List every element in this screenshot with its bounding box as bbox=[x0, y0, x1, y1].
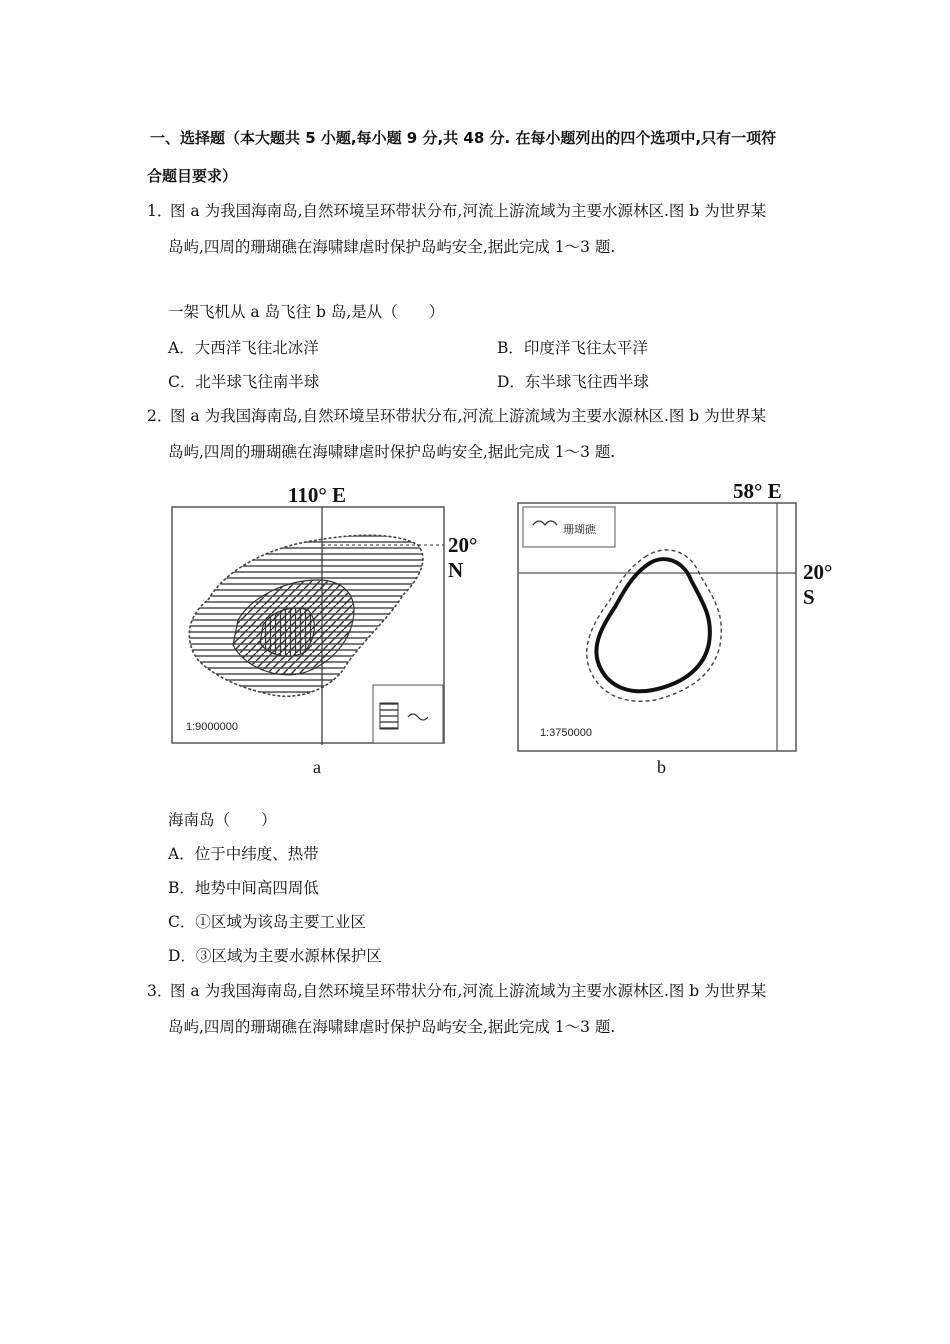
q2-number: 2． bbox=[147, 407, 173, 425]
q1-option-c: C．北半球飞往南半球 bbox=[168, 373, 320, 391]
map-b-figure bbox=[515, 479, 845, 785]
map-b-legend-label: 珊瑚礁 bbox=[563, 524, 596, 536]
q2-option-a: A．位于中纬度、热带 bbox=[168, 845, 319, 863]
q1-number: 1． bbox=[147, 202, 173, 220]
section-heading-line2: 合题目要求） bbox=[147, 167, 238, 185]
q1-option-d: D．东半球飞往西半球 bbox=[497, 373, 649, 391]
map-a-scale: 1:9000000 bbox=[186, 721, 238, 733]
q1-question: 一架飞机从 a 岛飞往 b 岛,是从（ ） bbox=[168, 303, 445, 321]
map-a-longitude-label: 110° E bbox=[288, 483, 346, 507]
map-b-longitude-label: 58° E bbox=[733, 479, 782, 503]
map-a-figure bbox=[168, 483, 478, 785]
q3-number: 3． bbox=[147, 982, 173, 1000]
q3-stem-line1: 图 a 为我国海南岛,自然环境呈环带状分布,河流上游流域为主要水源林区.图 b 为世界某 bbox=[170, 982, 767, 1000]
map-b-scale: 1:3750000 bbox=[540, 727, 592, 739]
q3-stem-line2: 岛屿,四周的珊瑚礁在海啸肆虐时保护岛屿安全,据此完成 1～3 题. bbox=[168, 1018, 616, 1036]
q2-stem-line2: 岛屿,四周的珊瑚礁在海啸肆虐时保护岛屿安全,据此完成 1～3 题. bbox=[168, 443, 616, 461]
q1-option-b: B．印度洋飞往太平洋 bbox=[497, 339, 648, 357]
map-b-caption: b bbox=[657, 757, 666, 777]
q1-option-a: A．大西洋飞往北冰洋 bbox=[168, 339, 319, 357]
map-a-latitude-label: 20° N bbox=[448, 533, 478, 582]
q1-stem-line1: 图 a 为我国海南岛,自然环境呈环带状分布,河流上游流域为主要水源林区.图 b 为世界某 bbox=[170, 202, 767, 220]
q2-option-d: D．③区域为主要水源林保护区 bbox=[168, 947, 382, 965]
q2-question: 海南岛（ ） bbox=[168, 811, 277, 829]
q2-stem-line1: 图 a 为我国海南岛,自然环境呈环带状分布,河流上游流域为主要水源林区.图 b 为世界某 bbox=[170, 407, 767, 425]
q2-option-b: B．地势中间高四周低 bbox=[168, 879, 319, 897]
map-a-caption: a bbox=[313, 757, 321, 777]
q2-option-c: C．①区域为该岛主要工业区 bbox=[168, 913, 366, 931]
map-a-drawing bbox=[168, 485, 458, 785]
section-heading-line1: 一、选择题（本大题共 5 小题,每小题 9 分,共 48 分. 在每小题列出的四个选项中,只有一项符 bbox=[150, 129, 777, 147]
map-b-latitude-label: 20° S bbox=[803, 560, 833, 609]
q1-stem-line2: 岛屿,四周的珊瑚礁在海啸肆虐时保护岛屿安全,据此完成 1～3 题. bbox=[168, 238, 616, 256]
map-b-drawing bbox=[515, 485, 797, 755]
